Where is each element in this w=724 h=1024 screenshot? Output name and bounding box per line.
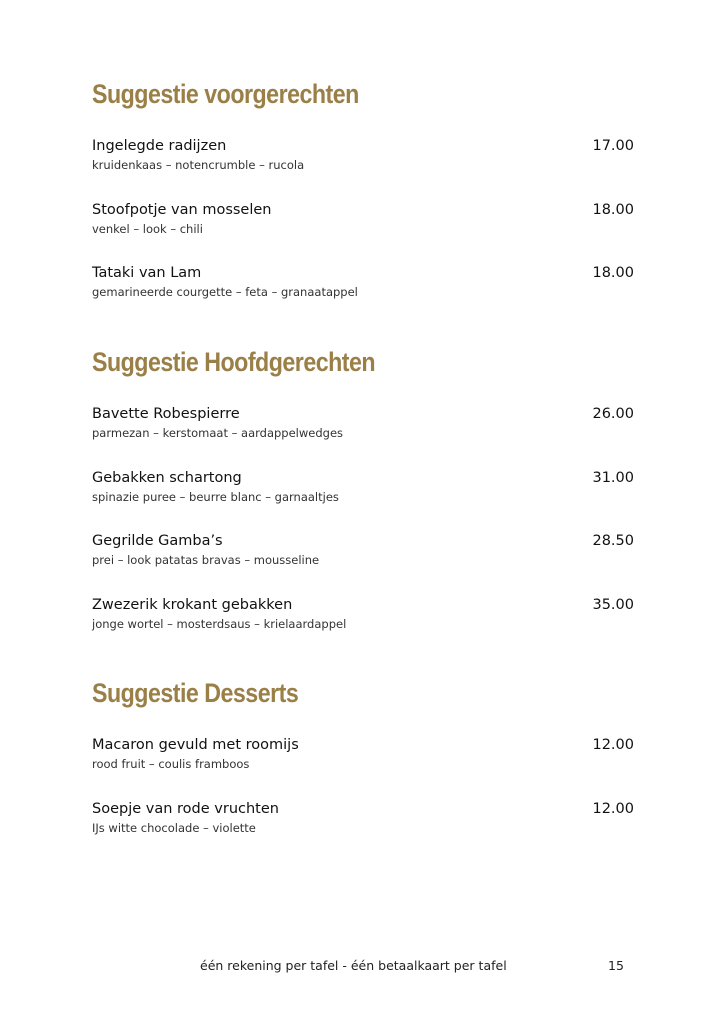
item-name: Macaron gevuld met roomijs: [92, 737, 299, 753]
item-price: 18.00: [592, 201, 634, 218]
menu-item: [92, 263, 634, 327]
item-price: 17.00: [592, 138, 634, 154]
section-desserts: [92, 677, 634, 862]
item-description: kruidenkaas – notencrumble – rucola: [92, 158, 305, 172]
menu-item: [92, 735, 634, 799]
item-name: Tataki van Lam: [92, 265, 202, 281]
item-name: Gegrilde Gamba’s: [92, 533, 223, 549]
item-description: IJs witte chocolade – violette: [92, 820, 256, 835]
menu-item: [92, 595, 634, 659]
section-title: Suggestie Desserts: [92, 678, 299, 708]
item-name: Ingelegde radijzen: [92, 138, 227, 154]
item-price: 31.00: [592, 469, 634, 486]
menu-item: [92, 136, 634, 200]
item-description: prei – look patatas bravas – mousseline: [92, 553, 320, 567]
menu-item: [92, 404, 634, 468]
item-name: Gebakken schartong: [92, 469, 242, 486]
section-title: Suggestie voorgerechten: [92, 79, 359, 109]
menu-item: [92, 799, 634, 863]
item-name: Stoofpotje van mosselen: [92, 201, 272, 218]
menu-item: [92, 468, 634, 532]
item-name: Bavette Robespierre: [92, 406, 240, 422]
item-name: Zwezerik krokant gebakken: [92, 596, 293, 613]
item-description: jonge wortel – mosterdsaus – krielaardappel: [92, 616, 347, 631]
section-voorgerechten: [92, 78, 634, 327]
page-number: 15: [608, 958, 624, 973]
item-description: spinazie puree – beurre blanc – garnaaltjes: [92, 489, 339, 504]
item-description: parmezan – kerstomaat – aardappelwedges: [92, 426, 344, 440]
item-description: rood fruit – coulis framboos: [92, 757, 250, 771]
menu-item: [92, 531, 634, 595]
menu-item: [92, 200, 634, 264]
item-name: Soepje van rode vruchten: [92, 800, 279, 817]
section-hoofdgerechten: [92, 346, 634, 658]
item-price: 28.50: [592, 533, 634, 549]
item-description: gemarineerde courgette – feta – granaatappel: [92, 285, 358, 299]
item-description: venkel – look – chili: [92, 221, 203, 236]
menu-items: [92, 136, 634, 327]
menu-items: [92, 404, 634, 658]
footer-note: één rekening per tafel - één betaalkaart per tafel: [200, 958, 507, 973]
item-price: 12.00: [592, 737, 634, 753]
section-title: Suggestie Hoofdgerechten: [92, 347, 376, 377]
item-price: 18.00: [592, 265, 634, 281]
item-price: 26.00: [592, 406, 634, 422]
menu-items: [92, 735, 634, 862]
item-price: 12.00: [592, 800, 634, 817]
item-price: 35.00: [592, 596, 634, 613]
